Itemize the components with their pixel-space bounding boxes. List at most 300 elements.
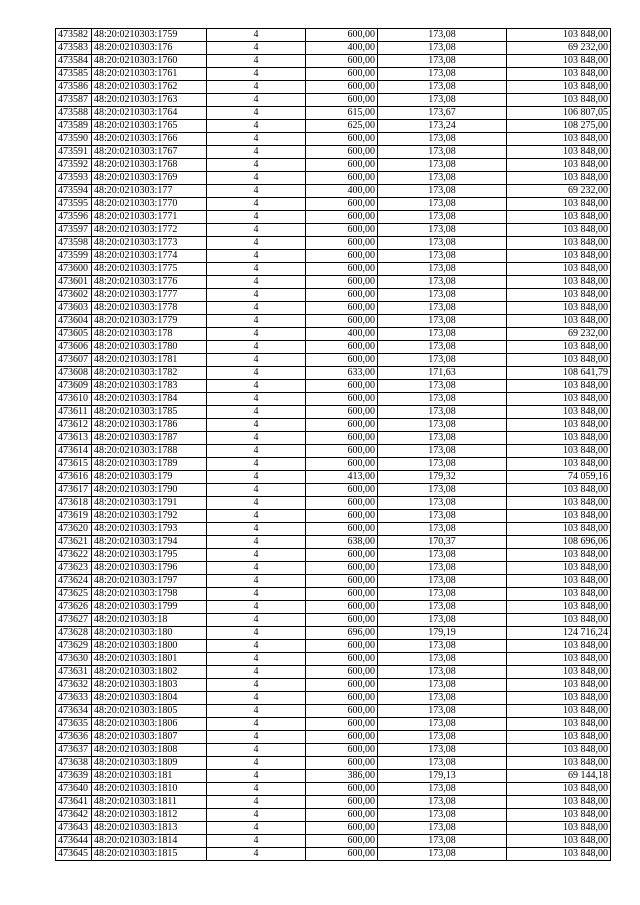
total-value-cell: 103 848,00: [507, 484, 611, 497]
table-row: [56, 731, 611, 744]
table-row: [56, 510, 611, 523]
area-cell: 600,00: [306, 94, 378, 107]
area-cell: 600,00: [306, 211, 378, 224]
area-cell: 600,00: [306, 653, 378, 666]
quantity-cell: 4: [207, 510, 306, 523]
area-cell: 615,00: [306, 107, 378, 120]
row-id-cell: 473598: [56, 237, 92, 250]
table-row: [56, 783, 611, 796]
cadastral-number-cell: 48:20:0210303:1779: [92, 315, 207, 328]
area-cell: 600,00: [306, 458, 378, 471]
unit-price-cell: 173,08: [378, 445, 507, 458]
cadastral-number-cell: 48:20:0210303:1777: [92, 289, 207, 302]
total-value-cell: 103 848,00: [507, 406, 611, 419]
table-row: [56, 822, 611, 835]
total-value-cell: 103 848,00: [507, 445, 611, 458]
table-row: [56, 120, 611, 133]
cadastral-number-cell: 48:20:0210303:1776: [92, 276, 207, 289]
unit-price-cell: 173,08: [378, 497, 507, 510]
unit-price-cell: 173,08: [378, 146, 507, 159]
row-id-cell: 473627: [56, 614, 92, 627]
unit-price-cell: 173,08: [378, 666, 507, 679]
quantity-cell: 4: [207, 445, 306, 458]
cadastral-number-cell: 48:20:0210303:1770: [92, 198, 207, 211]
cadastral-number-cell: 48:20:0210303:1801: [92, 653, 207, 666]
area-cell: 600,00: [306, 263, 378, 276]
row-id-cell: 473608: [56, 367, 92, 380]
total-value-cell: 103 848,00: [507, 718, 611, 731]
table-row: [56, 419, 611, 432]
quantity-cell: 4: [207, 159, 306, 172]
total-value-cell: 103 848,00: [507, 796, 611, 809]
area-cell: 625,00: [306, 120, 378, 133]
quantity-cell: 4: [207, 133, 306, 146]
cadastral-number-cell: 48:20:0210303:1808: [92, 744, 207, 757]
total-value-cell: 103 848,00: [507, 393, 611, 406]
unit-price-cell: 173,08: [378, 718, 507, 731]
row-id-cell: 473604: [56, 315, 92, 328]
area-cell: 600,00: [306, 341, 378, 354]
table-row: [56, 562, 611, 575]
total-value-cell: 103 848,00: [507, 341, 611, 354]
area-cell: 600,00: [306, 510, 378, 523]
cadastral-number-cell: 48:20:0210303:181: [92, 770, 207, 783]
total-value-cell: 74 059,16: [507, 471, 611, 484]
area-cell: 600,00: [306, 432, 378, 445]
total-value-cell: 103 848,00: [507, 55, 611, 68]
cadastral-number-cell: 48:20:0210303:1785: [92, 406, 207, 419]
unit-price-cell: 173,08: [378, 510, 507, 523]
row-id-cell: 473596: [56, 211, 92, 224]
area-cell: 600,00: [306, 523, 378, 536]
total-value-cell: 103 848,00: [507, 198, 611, 211]
unit-price-cell: 173,08: [378, 848, 507, 861]
unit-price-cell: 179,32: [378, 471, 507, 484]
table-row: [56, 224, 611, 237]
quantity-cell: 4: [207, 224, 306, 237]
quantity-cell: 4: [207, 302, 306, 315]
quantity-cell: 4: [207, 471, 306, 484]
total-value-cell: 103 848,00: [507, 419, 611, 432]
area-cell: 600,00: [306, 146, 378, 159]
total-value-cell: 103 848,00: [507, 94, 611, 107]
cadastral-number-cell: 48:20:0210303:1812: [92, 809, 207, 822]
unit-price-cell: 173,08: [378, 406, 507, 419]
quantity-cell: 4: [207, 640, 306, 653]
total-value-cell: 103 848,00: [507, 211, 611, 224]
quantity-cell: 4: [207, 549, 306, 562]
quantity-cell: 4: [207, 81, 306, 94]
total-value-cell: 69 232,00: [507, 185, 611, 198]
area-cell: 600,00: [306, 484, 378, 497]
unit-price-cell: 173,08: [378, 562, 507, 575]
unit-price-cell: 173,08: [378, 601, 507, 614]
row-id-cell: 473605: [56, 328, 92, 341]
area-cell: 600,00: [306, 640, 378, 653]
cadastral-number-cell: 48:20:0210303:1769: [92, 172, 207, 185]
row-id-cell: 473621: [56, 536, 92, 549]
row-id-cell: 473626: [56, 601, 92, 614]
quantity-cell: 4: [207, 432, 306, 445]
unit-price-cell: 173,08: [378, 822, 507, 835]
quantity-cell: 4: [207, 146, 306, 159]
cadastral-number-cell: 48:20:0210303:1797: [92, 575, 207, 588]
area-cell: 600,00: [306, 783, 378, 796]
quantity-cell: 4: [207, 757, 306, 770]
table-row: [56, 185, 611, 198]
row-id-cell: 473632: [56, 679, 92, 692]
row-id-cell: 473606: [56, 341, 92, 354]
row-id-cell: 473610: [56, 393, 92, 406]
total-value-cell: 103 848,00: [507, 757, 611, 770]
unit-price-cell: 173,08: [378, 42, 507, 55]
area-cell: 600,00: [306, 406, 378, 419]
total-value-cell: 103 848,00: [507, 146, 611, 159]
table-row: [56, 159, 611, 172]
unit-price-cell: 173,67: [378, 107, 507, 120]
quantity-cell: 4: [207, 211, 306, 224]
total-value-cell: 103 848,00: [507, 744, 611, 757]
quantity-cell: 4: [207, 315, 306, 328]
quantity-cell: 4: [207, 653, 306, 666]
quantity-cell: 4: [207, 783, 306, 796]
cadastral-number-cell: 48:20:0210303:1805: [92, 705, 207, 718]
cadastral-number-cell: 48:20:0210303:1766: [92, 133, 207, 146]
total-value-cell: 103 848,00: [507, 783, 611, 796]
total-value-cell: 103 848,00: [507, 237, 611, 250]
total-value-cell: 103 848,00: [507, 81, 611, 94]
area-cell: 633,00: [306, 367, 378, 380]
row-id-cell: 473639: [56, 770, 92, 783]
table-row: [56, 575, 611, 588]
quantity-cell: 4: [207, 627, 306, 640]
cadastral-number-cell: 48:20:0210303:177: [92, 185, 207, 198]
table-row: [56, 835, 611, 848]
total-value-cell: 108 641,79: [507, 367, 611, 380]
cadastral-number-cell: 48:20:0210303:1787: [92, 432, 207, 445]
unit-price-cell: 173,08: [378, 94, 507, 107]
area-cell: 600,00: [306, 302, 378, 315]
row-id-cell: 473615: [56, 458, 92, 471]
quantity-cell: 4: [207, 562, 306, 575]
cadastral-number-cell: 48:20:0210303:1799: [92, 601, 207, 614]
unit-price-cell: 173,08: [378, 523, 507, 536]
table-row: [56, 484, 611, 497]
table-row: [56, 744, 611, 757]
quantity-cell: 4: [207, 744, 306, 757]
cadastral-number-cell: 48:20:0210303:1775: [92, 263, 207, 276]
quantity-cell: 4: [207, 484, 306, 497]
area-cell: 600,00: [306, 744, 378, 757]
area-cell: 600,00: [306, 224, 378, 237]
area-cell: 600,00: [306, 692, 378, 705]
table-row: [56, 471, 611, 484]
quantity-cell: 4: [207, 692, 306, 705]
unit-price-cell: 173,08: [378, 315, 507, 328]
unit-price-cell: 173,08: [378, 68, 507, 81]
table-row: [56, 809, 611, 822]
unit-price-cell: 173,08: [378, 419, 507, 432]
cadastral-number-cell: 48:20:0210303:1778: [92, 302, 207, 315]
cadastral-number-cell: 48:20:0210303:1804: [92, 692, 207, 705]
table-row: [56, 679, 611, 692]
table-row: [56, 289, 611, 302]
quantity-cell: 4: [207, 42, 306, 55]
unit-price-cell: 173,08: [378, 692, 507, 705]
total-value-cell: 103 848,00: [507, 380, 611, 393]
table-row: [56, 94, 611, 107]
quantity-cell: 4: [207, 835, 306, 848]
unit-price-cell: 173,08: [378, 198, 507, 211]
unit-price-cell: 173,08: [378, 289, 507, 302]
total-value-cell: 103 848,00: [507, 679, 611, 692]
row-id-cell: 473631: [56, 666, 92, 679]
quantity-cell: 4: [207, 328, 306, 341]
unit-price-cell: 173,08: [378, 458, 507, 471]
total-value-cell: 103 848,00: [507, 575, 611, 588]
table-row: [56, 42, 611, 55]
area-cell: 600,00: [306, 666, 378, 679]
unit-price-cell: 173,08: [378, 185, 507, 198]
table-row: [56, 666, 611, 679]
table-row: [56, 315, 611, 328]
quantity-cell: 4: [207, 237, 306, 250]
unit-price-cell: 173,08: [378, 432, 507, 445]
quantity-cell: 4: [207, 29, 306, 42]
unit-price-cell: 173,08: [378, 250, 507, 263]
cadastral-number-cell: 48:20:0210303:1788: [92, 445, 207, 458]
quantity-cell: 4: [207, 120, 306, 133]
total-value-cell: 103 848,00: [507, 588, 611, 601]
area-cell: 600,00: [306, 848, 378, 861]
quantity-cell: 4: [207, 731, 306, 744]
table-row: [56, 796, 611, 809]
area-cell: 600,00: [306, 81, 378, 94]
area-cell: 696,00: [306, 627, 378, 640]
unit-price-cell: 173,08: [378, 757, 507, 770]
area-cell: 600,00: [306, 276, 378, 289]
unit-price-cell: 173,08: [378, 484, 507, 497]
table-row: [56, 757, 611, 770]
table-row: [56, 68, 611, 81]
row-id-cell: 473618: [56, 497, 92, 510]
cadastral-number-cell: 48:20:0210303:1792: [92, 510, 207, 523]
row-id-cell: 473607: [56, 354, 92, 367]
quantity-cell: 4: [207, 406, 306, 419]
unit-price-cell: 173,08: [378, 393, 507, 406]
area-cell: 600,00: [306, 445, 378, 458]
table-row: [56, 172, 611, 185]
row-id-cell: 473611: [56, 406, 92, 419]
cadastral-number-cell: 48:20:0210303:1810: [92, 783, 207, 796]
cadastral-number-cell: 48:20:0210303:1800: [92, 640, 207, 653]
row-id-cell: 473616: [56, 471, 92, 484]
row-id-cell: 473635: [56, 718, 92, 731]
cadastral-number-cell: 48:20:0210303:1790: [92, 484, 207, 497]
unit-price-cell: 173,08: [378, 783, 507, 796]
cadastral-number-cell: 48:20:0210303:1803: [92, 679, 207, 692]
row-id-cell: 473603: [56, 302, 92, 315]
table-row: [56, 692, 611, 705]
quantity-cell: 4: [207, 848, 306, 861]
unit-price-cell: 173,08: [378, 809, 507, 822]
table-row: [56, 445, 611, 458]
quantity-cell: 4: [207, 172, 306, 185]
table-row: [56, 627, 611, 640]
total-value-cell: 124 716,24: [507, 627, 611, 640]
area-cell: 600,00: [306, 575, 378, 588]
cadastral-number-cell: 48:20:0210303:1780: [92, 341, 207, 354]
total-value-cell: 103 848,00: [507, 432, 611, 445]
unit-price-cell: 179,13: [378, 770, 507, 783]
total-value-cell: 103 848,00: [507, 29, 611, 42]
cadastral-number-cell: 48:20:0210303:18: [92, 614, 207, 627]
cadastral-number-cell: 48:20:0210303:1764: [92, 107, 207, 120]
quantity-cell: 4: [207, 679, 306, 692]
table-row: [56, 601, 611, 614]
row-id-cell: 473602: [56, 289, 92, 302]
table-row: [56, 276, 611, 289]
table-row: [56, 211, 611, 224]
unit-price-cell: 173,08: [378, 172, 507, 185]
total-value-cell: 103 848,00: [507, 562, 611, 575]
total-value-cell: 103 848,00: [507, 289, 611, 302]
quantity-cell: 4: [207, 380, 306, 393]
total-value-cell: 103 848,00: [507, 302, 611, 315]
cadastral-table: [55, 28, 611, 861]
table-row: [56, 393, 611, 406]
row-id-cell: 473589: [56, 120, 92, 133]
row-id-cell: 473644: [56, 835, 92, 848]
total-value-cell: 103 848,00: [507, 809, 611, 822]
row-id-cell: 473593: [56, 172, 92, 185]
area-cell: 600,00: [306, 289, 378, 302]
table-row: [56, 653, 611, 666]
unit-price-cell: 173,08: [378, 588, 507, 601]
document-page: [55, 28, 610, 861]
quantity-cell: 4: [207, 523, 306, 536]
cadastral-number-cell: 48:20:0210303:179: [92, 471, 207, 484]
area-cell: 600,00: [306, 68, 378, 81]
area-cell: 600,00: [306, 354, 378, 367]
unit-price-cell: 173,08: [378, 614, 507, 627]
row-id-cell: 473600: [56, 263, 92, 276]
row-id-cell: 473645: [56, 848, 92, 861]
area-cell: 600,00: [306, 250, 378, 263]
total-value-cell: 103 848,00: [507, 159, 611, 172]
total-value-cell: 103 848,00: [507, 172, 611, 185]
row-id-cell: 473587: [56, 94, 92, 107]
area-cell: 600,00: [306, 29, 378, 42]
table-row: [56, 237, 611, 250]
table-body: [56, 29, 611, 861]
quantity-cell: 4: [207, 107, 306, 120]
cadastral-number-cell: 48:20:0210303:1798: [92, 588, 207, 601]
quantity-cell: 4: [207, 614, 306, 627]
table-row: [56, 705, 611, 718]
table-row: [56, 406, 611, 419]
table-row: [56, 107, 611, 120]
row-id-cell: 473640: [56, 783, 92, 796]
table-row: [56, 380, 611, 393]
row-id-cell: 473599: [56, 250, 92, 263]
row-id-cell: 473613: [56, 432, 92, 445]
cadastral-number-cell: 48:20:0210303:1795: [92, 549, 207, 562]
total-value-cell: 103 848,00: [507, 497, 611, 510]
cadastral-number-cell: 48:20:0210303:176: [92, 42, 207, 55]
row-id-cell: 473641: [56, 796, 92, 809]
table-row: [56, 523, 611, 536]
cadastral-number-cell: 48:20:0210303:1794: [92, 536, 207, 549]
area-cell: 600,00: [306, 562, 378, 575]
cadastral-number-cell: 48:20:0210303:1783: [92, 380, 207, 393]
quantity-cell: 4: [207, 367, 306, 380]
row-id-cell: 473624: [56, 575, 92, 588]
total-value-cell: 103 848,00: [507, 666, 611, 679]
row-id-cell: 473612: [56, 419, 92, 432]
total-value-cell: 103 848,00: [507, 705, 611, 718]
row-id-cell: 473588: [56, 107, 92, 120]
row-id-cell: 473614: [56, 445, 92, 458]
row-id-cell: 473595: [56, 198, 92, 211]
unit-price-cell: 179,19: [378, 627, 507, 640]
quantity-cell: 4: [207, 341, 306, 354]
row-id-cell: 473636: [56, 731, 92, 744]
row-id-cell: 473629: [56, 640, 92, 653]
table-row: [56, 29, 611, 42]
quantity-cell: 4: [207, 263, 306, 276]
unit-price-cell: 173,08: [378, 341, 507, 354]
table-row: [56, 133, 611, 146]
table-row: [56, 458, 611, 471]
area-cell: 600,00: [306, 133, 378, 146]
row-id-cell: 473586: [56, 81, 92, 94]
area-cell: 600,00: [306, 705, 378, 718]
cadastral-number-cell: 48:20:0210303:1782: [92, 367, 207, 380]
table-row: [56, 848, 611, 861]
table-row: [56, 536, 611, 549]
total-value-cell: 103 848,00: [507, 458, 611, 471]
total-value-cell: 103 848,00: [507, 315, 611, 328]
row-id-cell: 473637: [56, 744, 92, 757]
cadastral-number-cell: 48:20:0210303:180: [92, 627, 207, 640]
table-row: [56, 146, 611, 159]
total-value-cell: 103 848,00: [507, 692, 611, 705]
area-cell: 600,00: [306, 718, 378, 731]
table-row: [56, 432, 611, 445]
area-cell: 600,00: [306, 614, 378, 627]
cadastral-number-cell: 48:20:0210303:1796: [92, 562, 207, 575]
table-row: [56, 328, 611, 341]
row-id-cell: 473609: [56, 380, 92, 393]
quantity-cell: 4: [207, 276, 306, 289]
area-cell: 386,00: [306, 770, 378, 783]
area-cell: 400,00: [306, 42, 378, 55]
row-id-cell: 473623: [56, 562, 92, 575]
cadastral-number-cell: 48:20:0210303:1772: [92, 224, 207, 237]
row-id-cell: 473617: [56, 484, 92, 497]
unit-price-cell: 173,08: [378, 640, 507, 653]
total-value-cell: 103 848,00: [507, 601, 611, 614]
quantity-cell: 4: [207, 55, 306, 68]
cadastral-number-cell: 48:20:0210303:1763: [92, 94, 207, 107]
row-id-cell: 473630: [56, 653, 92, 666]
row-id-cell: 473582: [56, 29, 92, 42]
quantity-cell: 4: [207, 770, 306, 783]
unit-price-cell: 173,08: [378, 237, 507, 250]
unit-price-cell: 173,08: [378, 744, 507, 757]
table-row: [56, 302, 611, 315]
